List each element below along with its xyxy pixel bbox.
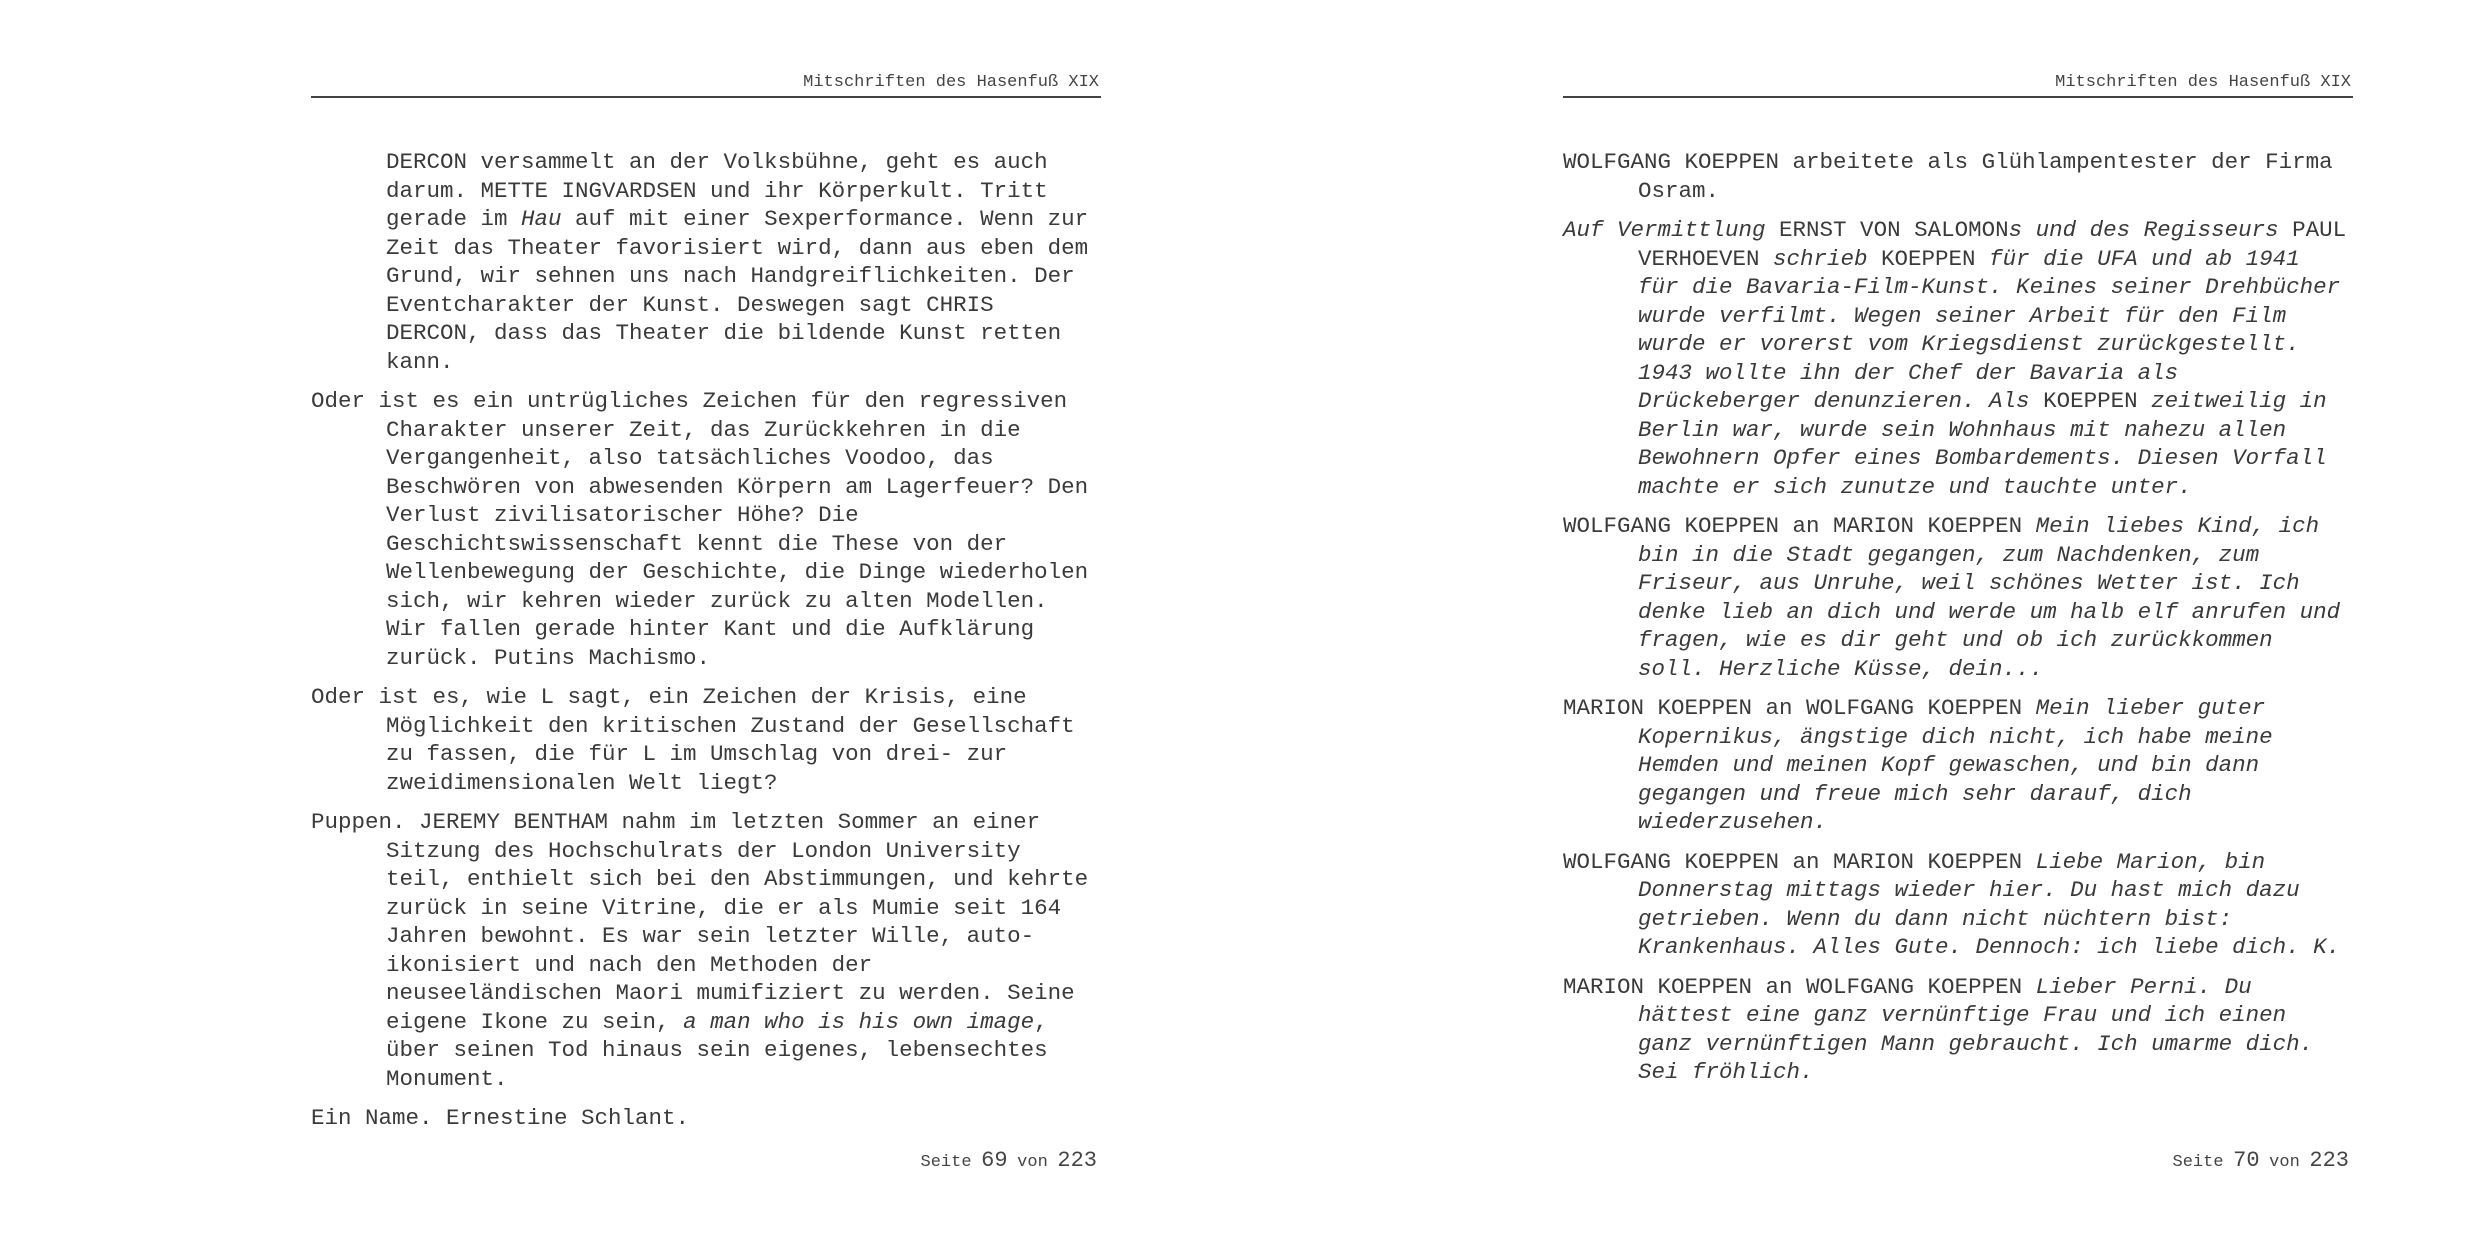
left-page bbox=[311, 0, 1101, 1240]
page-total: 223 bbox=[1057, 1148, 1097, 1173]
header-rule bbox=[311, 96, 1101, 98]
running-header: Mitschriften des Hasenfuß XIX bbox=[2055, 73, 2351, 92]
paragraph: Ein Name. Ernestine Schlant. bbox=[311, 1105, 690, 1131]
page-total: 223 bbox=[2309, 1148, 2349, 1173]
paragraph: WOLFGANG KOEPPEN an MARION KOEPPEN Liebe Marion, bin Donnerstag mittags wieder hier. Du hast mich dazu getrieben. Wenn du dann nicht nüchtern bist: Krankenhaus. Alles Gute. Dennoch: ich liebe dich. K. bbox=[1563, 848, 2341, 960]
paragraph: WOLFGANG KOEPPEN an MARION KOEPPEN Mein liebes Kind, ich bin in die Stadt gegangen, zum Nachdenken, zum Friseur, aus Unruhe, weil schönes Wetter ist. Ich denke lieb an dich und werde um halb elf anrufen und fragen, wie es dir geht und ob ich zurückkommen soll. Herzliche Küsse, dein... bbox=[1563, 513, 2341, 682]
page-number: 70 bbox=[2233, 1148, 2260, 1173]
paragraph: Puppen. JEREMY BENTHAM nahm im letzten Sommer an einer Sitzung des Hochschulrats der London University teil, enthielt sich bei den Abstimmungen, und kehrte zurück in seine Vitrine, die er als Mumie seit 164 Jahren bewohnt. Es war sein letzter Wille, auto-ikonisiert und nach den Methoden der neuseeländischen Maori mumifiziert zu werden. Seine eigene Ikone zu sein, a man who is his own image, über seinen Tod hinaus sein eigenes, lebensechtes Monument. bbox=[311, 809, 1089, 1092]
paragraph: MARION KOEPPEN an WOLFGANG KOEPPEN Mein lieber guter Kopernikus, ängstige dich nicht, ich habe meine Hemden und meinen Kopf gewaschen, und bin dann gegangen und freue mich sehr darauf, dich wiederzusehen. bbox=[1563, 695, 2273, 835]
page-footer: Seite 70 von 223 bbox=[2172, 1148, 2349, 1173]
paragraph: Oder ist es ein untrügliches Zeichen für den regressiven Charakter unserer Zeit, das Zurückkehren in die Vergangenheit, also tatsächliches Voodoo, das Beschwören von abwesenden Körpern am Lagerfeuer? Den Verlust zivilisatorischer Höhe? Die Geschichtswissenschaft kennt die These von der Wellenbewegung der Geschichte, die Dinge wiederholen sich, wir kehren wieder zurück zu alten Modellen. Wir fallen gerade hinter Kant und die Aufklärung zurück. Putins Machismo. bbox=[311, 388, 1089, 671]
page-number: 69 bbox=[981, 1148, 1008, 1173]
paragraph: Auf Vermittlung ERNST VON SALOMONs und des Regisseurs PAUL VERHOEVEN schrieb KOEPPEN für die UFA und ab 1941 für die Bavaria-Film-Kunst. Keines seiner Drehbücher wurde verfilmt. Wegen seiner Arbeit für den Film wurde er vorerst vom Kriegsdienst zurückgestellt. 1943 wollte ihn der Chef der Bavaria als Drückeberger denunzieren. Als KOEPPEN zeitweilig in Berlin war, wurde sein Wohnhaus mit nahezu allen Bewohnern Opfer eines Bombardements. Diesen Vorfall machte er sich zunutze und tauchte unter. bbox=[1563, 217, 2347, 500]
paragraph: WOLFGANG KOEPPEN arbeitete als Glühlampentester der Firma Osram. bbox=[1563, 149, 2333, 204]
paragraph: MARION KOEPPEN an WOLFGANG KOEPPEN Lieber Perni. Du hättest eine ganz vernünftige Frau und ich einen ganz vernünftigen Mann gebraucht. Ich umarme dich. Sei fröhlich. bbox=[1563, 973, 2314, 1085]
header-rule bbox=[1563, 96, 2353, 98]
right-page bbox=[1563, 0, 2353, 1240]
page-body bbox=[311, 148, 1101, 1144]
page-footer: Seite 69 von 223 bbox=[920, 1148, 1097, 1173]
paragraph: Oder ist es, wie L sagt, ein Zeichen der Krisis, eine Möglichkeit den kritischen Zustand der Gesellschaft zu fassen, die für L im Umschlag von drei- zur zweidimensionalen Welt liegt? bbox=[311, 684, 1075, 796]
paragraph: DERCON versammelt an der Volksbühne, geht es auch darum. METTE INGVARDSEN und ihr Körperkult. Tritt gerade im Hau auf mit einer Sexperformance. Wenn zur Zeit das Theater favorisiert wird, dann aus eben dem Grund, wir sehnen uns nach Handgreiflichkeiten. Der Eventcharakter der Kunst. Deswegen sagt CHRIS DERCON, dass das Theater die bildende Kunst retten kann. bbox=[386, 149, 1089, 375]
running-header: Mitschriften des Hasenfuß XIX bbox=[803, 73, 1099, 92]
page-body bbox=[1563, 148, 2353, 1098]
